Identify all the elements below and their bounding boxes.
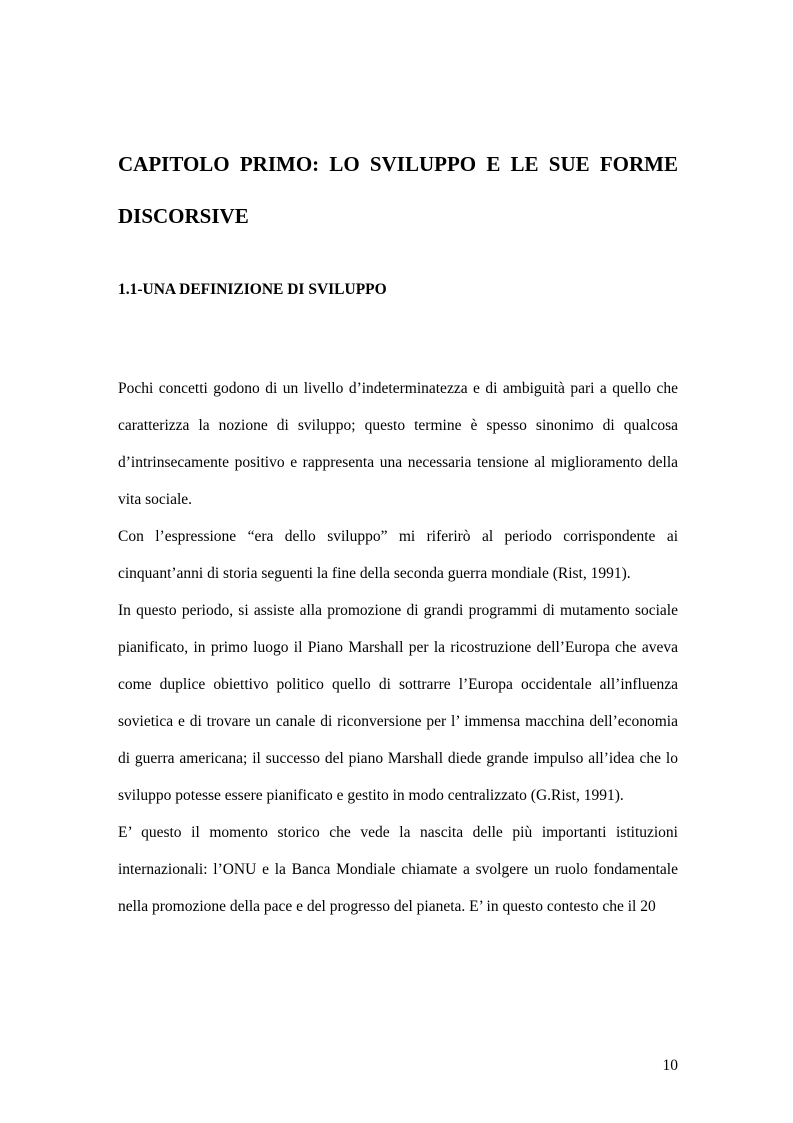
chapter-title-line-2: DISCORSIVE: [118, 204, 249, 228]
paragraph-3: In questo periodo, si assiste alla promozione di grandi programmi di mutamento sociale pianificato, in primo luogo il Piano Marshall per la ricostruzione dell’Europa che aveva come duplice obiettivo politico quello di sottrarre l’Europa occidentale all’influenza sovietica e di trovare un canale di riconversione per l’ immensa macchina dell’economia di guerra americana; il successo del piano Marshall diede grande impulso all’idea che lo sviluppo potesse essere pianificato e gestito in modo centralizzato (G.Rist, 1991).: [118, 602, 678, 804]
chapter-title: [118, 138, 678, 242]
section-title: 1.1-UNA DEFINIZIONE DI SVILUPPO: [118, 281, 387, 298]
body-text: [118, 370, 678, 925]
paragraph-2: Con l’espressione “era dello sviluppo” mi riferirò al periodo corrispondente ai cinquant’anni di storia seguenti la fine della seconda guerra mondiale (Rist, 1991).: [118, 528, 678, 582]
chapter-title-line-1: CAPITOLO PRIMO: LO SVILUPPO E LE SUE FORME: [118, 152, 678, 176]
paragraph-1: Pochi concetti godono di un livello d’indeterminatezza e di ambiguità pari a quello che caratterizza la nozione di sviluppo; questo termine è spesso sinonimo di qualcosa d’intrinsecamente positivo e rappresenta una necessaria tensione al miglioramento della vita sociale.: [118, 380, 678, 508]
paragraph-4: E’ questo il momento storico che vede la nascita delle più importanti istituzioni internazionali: l’ONU e la Banca Mondiale chiamate a svolgere un ruolo fondamentale nella promozione della pace e del progresso del pianeta. E’ in questo contesto che il 20: [118, 824, 678, 915]
page-number: 10: [662, 1057, 678, 1074]
